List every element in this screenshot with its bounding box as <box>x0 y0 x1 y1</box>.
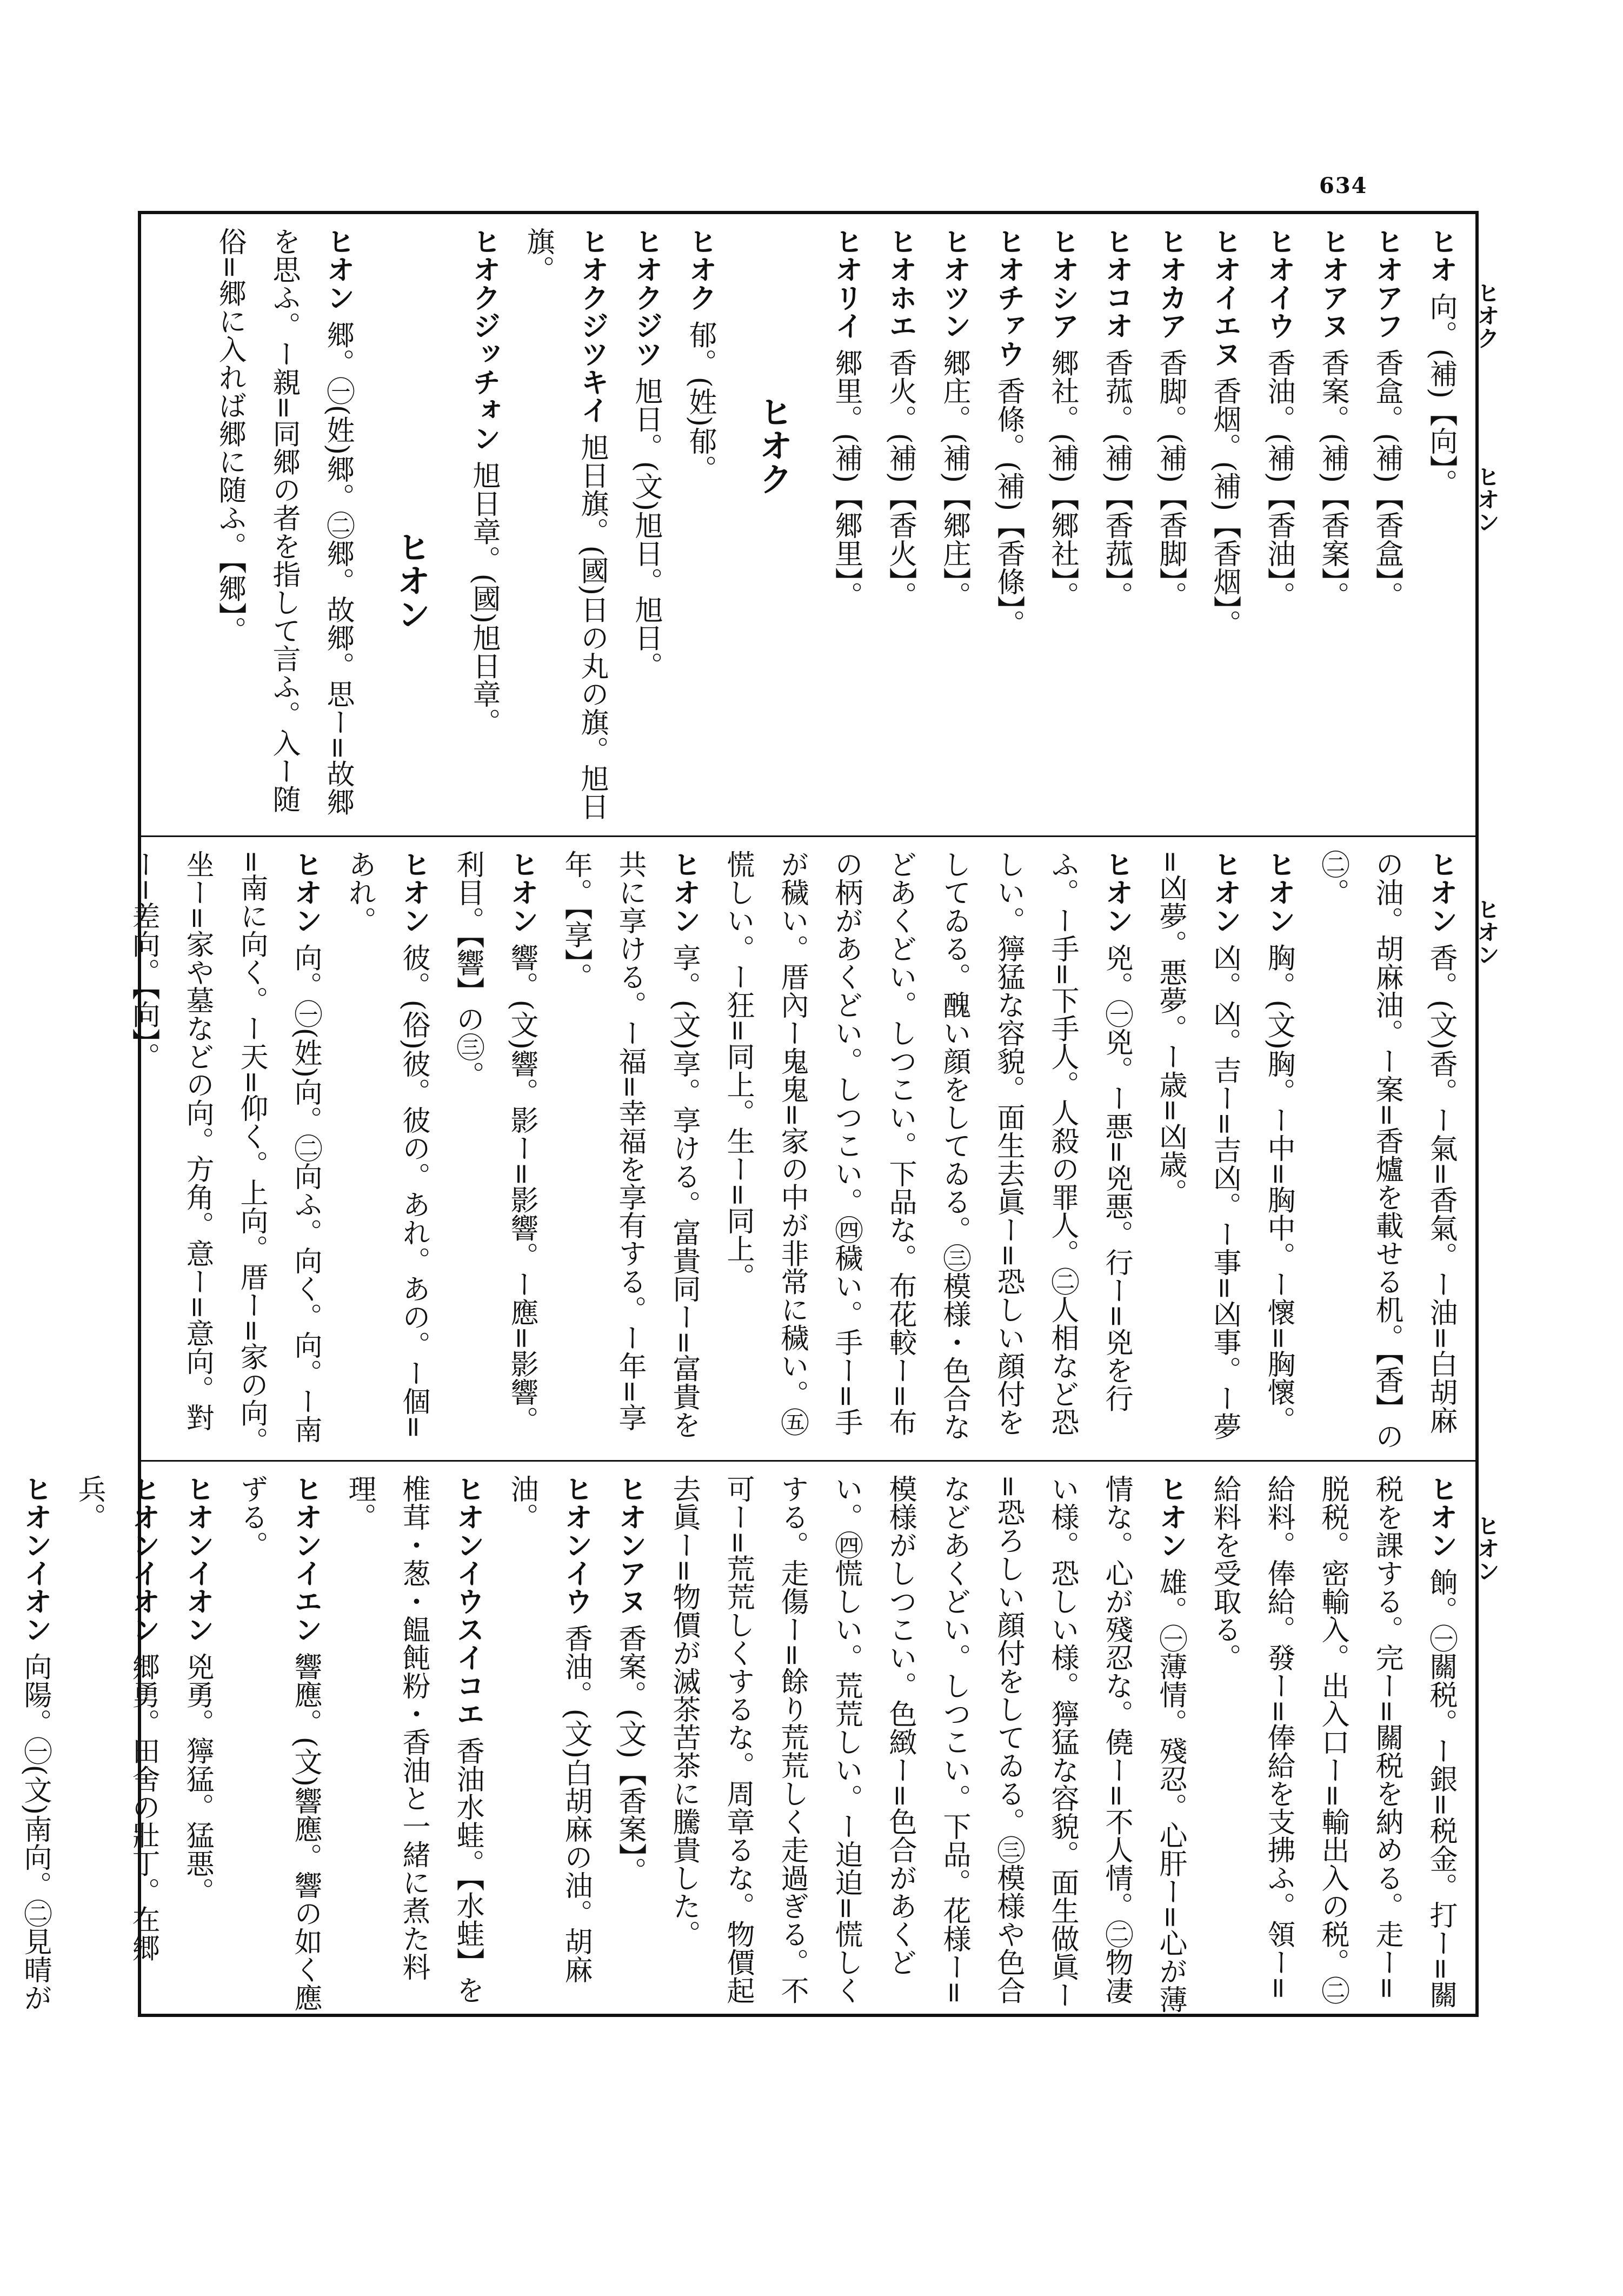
dictionary-entry <box>511 227 619 833</box>
dictionary-entry <box>819 227 873 609</box>
headword: ヒオチァウ <box>992 227 1025 368</box>
dictionary-entry <box>457 227 511 736</box>
entry-text: 香油。(補)【香油】。 <box>1262 348 1295 610</box>
headword: ヒオシア <box>1046 227 1079 340</box>
entry-text: 胸。(文)胸。ー中=胸中。ー懷=胸懷。 <box>1262 943 1295 1435</box>
dictionary-entry <box>1306 227 1360 609</box>
dictionary-entry <box>224 1475 332 2015</box>
headword: ヒオンイオン <box>127 1475 159 1643</box>
section-1 <box>143 216 1473 833</box>
dictionary-entry <box>603 1475 657 2015</box>
dictionary-entry <box>332 1475 495 2015</box>
section-heading-hion: ヒオン <box>391 530 431 631</box>
entry-text: 旭日旗。(國)日の丸の旗。旭日旗。 <box>522 227 608 821</box>
headword: ヒオン <box>505 850 538 934</box>
entry-text: 凶。凶。吉ー=吉凶。ー事=凶事。ー夢=凶夢。悪夢。ー歳=凶歳。 <box>1154 850 1241 1441</box>
entry-text: 享。(文)享。享ける。富貴同ー=富貴を共に享ける。ー福=幸福を享有する。ー年=享年。【享】。 <box>560 850 700 1439</box>
dictionary-entry <box>981 227 1035 638</box>
entry-text: 香脚。(補)【香脚】。 <box>1154 348 1187 610</box>
headword: ヒオアフ <box>1371 227 1403 340</box>
dictionary-entry <box>495 1475 603 2015</box>
headword: ヒオクジツキイ <box>576 227 608 424</box>
running-head-1: ヒオク <box>1474 281 1500 349</box>
dictionary-entry <box>1252 227 1306 609</box>
entry-text: 旭日章。(國)旭日章。 <box>468 461 500 736</box>
entry-text: 郁。(姓)郁。 <box>684 320 716 483</box>
headword: ヒオンイオン <box>19 1475 51 1643</box>
entry-text: 響。(文)響。影ー=影響。ー應=影響。利目。【響】の㊂。 <box>451 850 538 1435</box>
entry-text: 香油。(文)白胡麻の油。胡麻油。 <box>505 1475 592 1984</box>
entry-text: 向。㊀(姓)向。㊁向ふ。向く。向。ー南=南に向く。ー天=仰く。上向。厝ー=家の向。坐ー=家や墓などの向。方角。意ー=意向。對ー=差向。【向】。 <box>127 850 322 1455</box>
dictionary-entry <box>1035 227 1089 609</box>
headword: ヒオン <box>1425 1475 1457 1559</box>
entry-text: 香油水蛙。【水蛙】を椎茸・葱・饂飩粉・香油と一緒に煮た料理。 <box>343 1475 484 2004</box>
running-head-4: ヒオン <box>1474 1514 1500 1582</box>
headword: ヒオン <box>1100 850 1133 934</box>
headword: ヒオン <box>1425 850 1457 934</box>
page-number: 634 <box>1319 173 1368 198</box>
section-3 <box>19 1464 1473 2014</box>
entry-text: 郷。㊀(姓)郷。㊁郷。故郷。思ー=故郷を思ふ。ー親=同郷の者を指して言ふ。入ー随俗=郷に入れば郷に随ふ。【郷】。 <box>214 227 354 816</box>
dictionary-entry <box>673 227 727 483</box>
headword: ヒオ <box>1425 227 1457 283</box>
headword: ヒオイウ <box>1262 227 1295 340</box>
dictionary-entry <box>62 1475 170 2015</box>
headword: ヒオンイウ <box>560 1475 592 1615</box>
entry-text: 香烟。(補)【香烟】。 <box>1208 376 1241 638</box>
running-head-3: ヒオン <box>1474 898 1500 966</box>
dictionary-entry <box>1414 227 1468 497</box>
entry-text: 向陽。㊀(文)南向。㊁見晴が <box>19 1652 51 2012</box>
dictionary-entry <box>711 850 1143 1456</box>
headword: ヒオンイエン <box>289 1475 322 1643</box>
entry-text: 兇勇。獰猛。猛悪。 <box>181 1652 214 1906</box>
headword: ヒオンイウスイコエ <box>451 1475 484 1728</box>
entry-text: 雄。㊀薄情。殘忍。心肝ー=心が薄情な。心が殘忍な。僥ー=不人情。㊁物凄い様。恐しい様。獰猛な容貌。面生做眞ー=恐ろしい顔付をしてゐる。㊂模様や色合などあくどい。しつこい。下品。花様ー=模様がしつこい。色緻ー=色合があくどい。㊃慌しい。荒荒しい。ー迫迫=慌しくする。走傷ー=餘り荒荒しく走過ぎる。不可ー=荒荒しくするな。周章るな。物價起去眞ー=物價が滅茶苦茶に騰貴した。 <box>668 1475 1187 2014</box>
headword: ヒオン <box>1208 850 1241 934</box>
headword: ヒオン <box>397 850 430 934</box>
headword: ヒオンアヌ <box>614 1475 646 1615</box>
headword: ヒオイエヌ <box>1208 227 1241 368</box>
headword: ヒオク <box>684 227 716 311</box>
dictionary-entry <box>441 850 549 1456</box>
dictionary-entry <box>203 227 365 833</box>
headword: ヒオコオ <box>1100 227 1133 340</box>
entry-text: 郷社。(補)【郷社】。 <box>1046 348 1079 610</box>
entry-text: 旭日。(文)旭日。旭日。 <box>630 376 662 680</box>
dictionary-entry <box>1306 850 1468 1456</box>
dictionary-entry <box>170 1475 224 2015</box>
entry-text: 香條。(補)【香條】。 <box>992 376 1025 638</box>
headword: ヒオアヌ <box>1316 227 1349 340</box>
entry-text: 餉。㊀關税。ー銀=税金。打ー=關税を課する。完ー=關税を納める。走ー=脱税。密輸入。出入口ー=輸出入の税。㊁給料。俸給。發ー=俸給を支拂ふ。領ー=給料を受取る。 <box>1208 1475 1457 2009</box>
headword: ヒオクジツ <box>630 227 662 368</box>
dictionary-entry <box>873 227 927 609</box>
headword: ヒオン <box>289 850 322 934</box>
dictionary-entry <box>116 850 332 1456</box>
entry-text: 向。(補)【向】。 <box>1425 292 1457 497</box>
entry-text: 香案。(文)【香案】。 <box>614 1624 646 1886</box>
headword: ヒオンイオン <box>181 1475 214 1643</box>
headword: ヒオツン <box>938 227 970 340</box>
dictionary-entry <box>1360 227 1414 609</box>
headword: ヒオン <box>322 227 354 311</box>
dictionary-entry <box>927 227 981 609</box>
dictionary-entry <box>0 1475 62 2015</box>
dictionary-entry <box>1252 850 1306 1456</box>
dictionary-entry <box>332 850 441 1456</box>
dictionary-entry <box>1198 1475 1468 2015</box>
headword: ヒオカア <box>1154 227 1187 340</box>
entry-text: 彼。(俗)彼。彼の。あれ。あの。ー個=あれ。 <box>343 850 430 1439</box>
dictionary-entry <box>1089 227 1143 609</box>
section-divider-1 <box>138 835 1479 837</box>
headword: ヒオホエ <box>884 227 916 340</box>
section-2 <box>127 839 1473 1457</box>
entry-text: 香案。(補)【香案】。 <box>1316 348 1349 610</box>
headword: ヒオリイ <box>830 227 862 340</box>
headword: ヒオン <box>668 850 700 934</box>
entry-text: 香火。(補)【香火】。 <box>884 348 916 610</box>
entry-text: 香盒。(補)【香盒】。 <box>1371 348 1403 610</box>
headword: ヒオン <box>1262 850 1295 934</box>
dictionary-entry <box>1198 227 1252 638</box>
entry-text: 兇。㊀兇。ー悪=兇悪。行ー=兇を行ふ。ー手=下手人。人殺の罪人。㊁人相など恐しい。獰猛な容貌。面生去眞ー=恐しい顔付をしてゐる。醜い顔をしてゐる。㊂模様・色合などあくどい。しつこい。下品な。布花較ー=布の柄があくどい。しつこい。㊃穢い。手ー=手が穢い。厝內ー鬼鬼=家の中が非常に穢い。㊄慌しい。ー狂=同上。生ー=同上。 <box>722 850 1133 1441</box>
dictionary-entry <box>619 227 673 680</box>
dictionary-entry <box>549 850 711 1456</box>
dictionary-entry <box>657 1475 1198 2015</box>
entry-text: 郷勇。田舍の壯丁。在郷兵。 <box>73 1475 159 1962</box>
entry-text: 郷庄。(補)【郷庄】。 <box>938 348 970 610</box>
section-divider-2 <box>138 1460 1479 1462</box>
entry-text: 香。(文)香。ー氣=香氣。ー油=白胡麻の油。胡麻油。ー案=香爐を載せる机。【香】の㊁。 <box>1316 850 1457 1450</box>
headword: ヒオン <box>1154 1475 1187 1559</box>
entry-text: 響應。(文)響應。響の如く應ずる。 <box>235 1475 322 2012</box>
entry-text: 郷里。(補)【郷里】。 <box>830 348 862 610</box>
entry-text: 香菰。(補)【香菰】。 <box>1100 348 1133 610</box>
dictionary-entry <box>1143 850 1252 1456</box>
dictionary-entry <box>1143 227 1198 609</box>
running-head-2: ヒオン <box>1474 465 1500 533</box>
headword: ヒオクジッチォン <box>468 227 500 452</box>
section-heading-hiok: ヒオク <box>754 395 793 495</box>
